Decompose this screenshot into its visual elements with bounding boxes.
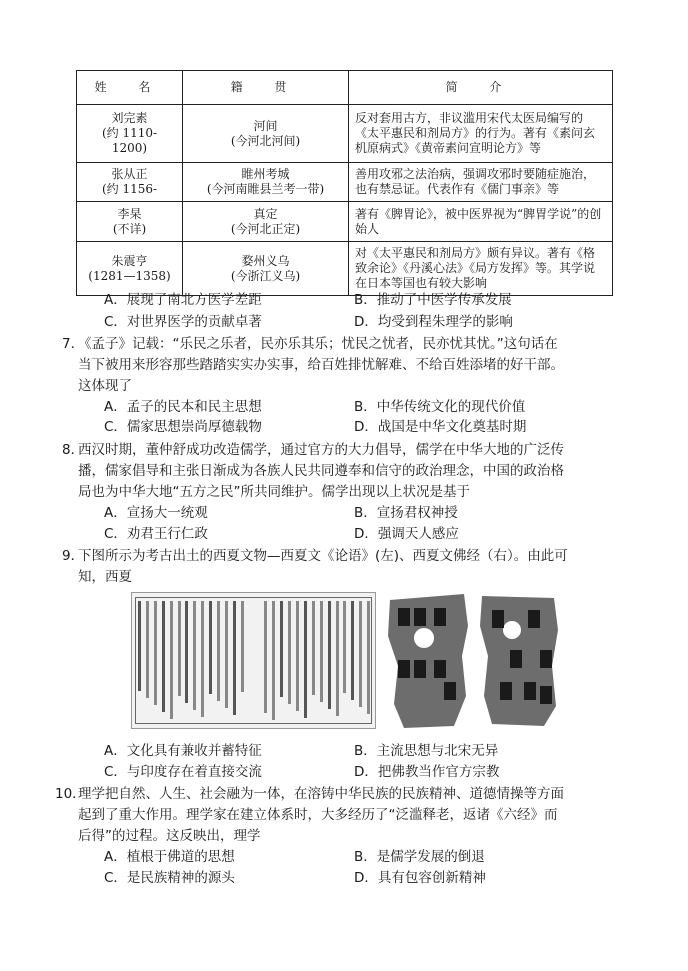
glyph-mark (528, 610, 540, 628)
q10-number: 10． (55, 786, 86, 802)
q7-number: 7． (62, 336, 85, 352)
glyph-mark (492, 610, 504, 628)
print-frame (135, 597, 372, 724)
native-place-modern: (今河北河间) (230, 133, 301, 148)
q9-option-c: C．与印度存在着直接交流 (104, 764, 262, 780)
q7-stem-line: 这体现了 (78, 378, 132, 394)
glyph-mark (500, 682, 512, 700)
cell-native (183, 202, 349, 242)
physician-name: 朱震亨 (111, 253, 148, 268)
glyph-mark (540, 650, 552, 668)
header-intro: 简 介 (349, 71, 613, 105)
q8-option-a: A．宣扬大一统观 (104, 505, 208, 521)
table-row (77, 202, 613, 242)
q6-option-d: D．均受到程朱理学的影响 (354, 314, 513, 330)
cell-native (183, 105, 349, 163)
q7-stem-line: 《孟子》记载：“乐民之乐者，民亦乐其乐；忧民之忧者，民亦忧其忧。”这句话在 (78, 336, 558, 352)
glyph-mark (398, 660, 410, 678)
native-place: 睢州考城 (241, 167, 290, 181)
cell-intro: 善用攻邪之法治病，强调攻邪时要随症施治，也有禁忌证。代表作有《儒门事亲》等 (349, 163, 613, 202)
q7-option-d: D．战国是中华文化奠基时期 (354, 419, 527, 435)
q8-stem-line: 西汉时期，董仲舒成功改造儒学，通过官方的大力倡导，儒学在中华大地的广泛传 (78, 442, 564, 458)
physician-table (76, 70, 613, 296)
q10-stem-line: 理学把自然、人生、社会融为一体，在溶铸中华民族的民族精神、道德情操等方面 (78, 786, 564, 802)
native-place: 河间 (253, 118, 278, 133)
q7-stem-line: 当下被用来形容那些踏踏实实办实事，给百姓排忧解难、不给百姓添堵的好干部。 (78, 357, 564, 373)
q6-option-b: B．推动了中医学传承发展 (354, 292, 512, 308)
q9-stem-line: 下图所示为考古出土的西夏文物—西夏文《论语》(左)、西夏文佛经（右）。由此可 (78, 548, 568, 564)
physician-dates: (1281—1358) (88, 268, 171, 283)
q8-option-d: D．强调天人感应 (354, 526, 459, 542)
glyph-mark (434, 608, 446, 626)
q8-number: 8． (62, 442, 85, 458)
xixia-sutra-image (384, 586, 562, 732)
q9-option-b: B．主流思想与北宋无异 (354, 743, 499, 759)
q7-option-c: C．儒家思想崇尚厚德载物 (104, 419, 262, 435)
q9-option-d: D．把佛教当作官方宗教 (354, 764, 500, 780)
q10-option-a: A．植根于佛道的思想 (104, 849, 235, 865)
physician-dates: (约 1110- (101, 126, 158, 140)
glyph-mark (414, 608, 426, 626)
q8-option-b: B．宣扬君权神授 (354, 505, 458, 521)
physician-dates: (约 1156- (101, 182, 158, 196)
glyph-mark (398, 608, 410, 626)
header-native: 籍 贯 (183, 71, 349, 105)
cell-intro: 反对套用古方，非议滥用宋代太医局编写的《太平惠民和剂局方》的行为。著有《素问玄机原病式》《黄帝素问宣明论方》等 (349, 105, 613, 163)
glyph-mark (434, 660, 446, 678)
physician-name: 张从正 (111, 167, 148, 181)
q10-option-c: C．是民族精神的源头 (104, 870, 235, 886)
native-place-modern: (今河北正定) (230, 221, 301, 236)
header-name: 姓 名 (77, 71, 183, 105)
cell-native (183, 242, 349, 296)
physician-dates: (不详) (112, 221, 147, 236)
q8-stem-line: 播，儒家倡导和主张日渐成为各族人民共同遵奉和信守的政治理念，中国的政治格 (78, 463, 564, 479)
q10-stem-line: 后得”的过程。这反映出，理学 (78, 828, 261, 844)
q9-stem-line: 知，西夏 (78, 569, 132, 585)
q8-stem-line: 局也为中华大地“五方之民”所共同维护。儒学出现以上状况是基于 (78, 484, 470, 500)
xixia-analects-image (131, 592, 376, 729)
table-header-row (77, 71, 613, 105)
cell-native (183, 163, 349, 202)
native-place-modern: (今浙江义乌) (230, 268, 301, 283)
table-row (77, 105, 613, 163)
q6-option-a: A．展现了南北方医学差距 (104, 292, 262, 308)
physician-dates: 1200) (111, 141, 148, 155)
cell-intro: 著有《脾胃论》，被中医界视为“脾胃学说”的创始人 (349, 202, 613, 242)
q7-option-a: A．孟子的民本和民主思想 (104, 399, 262, 415)
q7-option-b: B．中华传统文化的现代价值 (354, 399, 526, 415)
cell-name (77, 202, 183, 242)
table-row (77, 242, 613, 296)
cell-intro: 对《太平惠民和剂局方》颇有异议。著有《格致余论》《丹溪心法》《局方发挥》等。其学说在日本等国也有较大影响 (349, 242, 613, 296)
q10-stem-line: 起到了重大作用。理学家在建立体系时，大多经历了“泛滥释老，返诸《六经》而 (78, 807, 558, 823)
q8-option-c: C．劝君王行仁政 (104, 526, 208, 542)
native-place: 婺州义乌 (241, 253, 290, 268)
glyph-mark (540, 686, 552, 704)
native-place: 真定 (253, 206, 278, 221)
glyph-mark (444, 682, 456, 700)
cell-name (77, 105, 183, 163)
q10-option-d: D．具有包容创新精神 (354, 870, 486, 886)
q9-option-a: A．文化具有兼收并蓄特征 (104, 743, 262, 759)
q10-option-b: B．是儒学发展的倒退 (354, 849, 485, 865)
table-row (77, 163, 613, 202)
q9-number: 9． (62, 548, 85, 564)
glyph-mark (524, 682, 536, 700)
glyph-mark (414, 660, 426, 678)
glyph-mark (510, 650, 522, 668)
native-place-modern: (今河南睢县兰考一带) (206, 182, 325, 196)
q6-option-c: C．对世界医学的贡献卓著 (104, 314, 262, 330)
physician-name: 李杲 (117, 206, 142, 221)
cell-name (77, 163, 183, 202)
cell-name (77, 242, 183, 296)
physician-name: 刘完素 (111, 111, 148, 125)
